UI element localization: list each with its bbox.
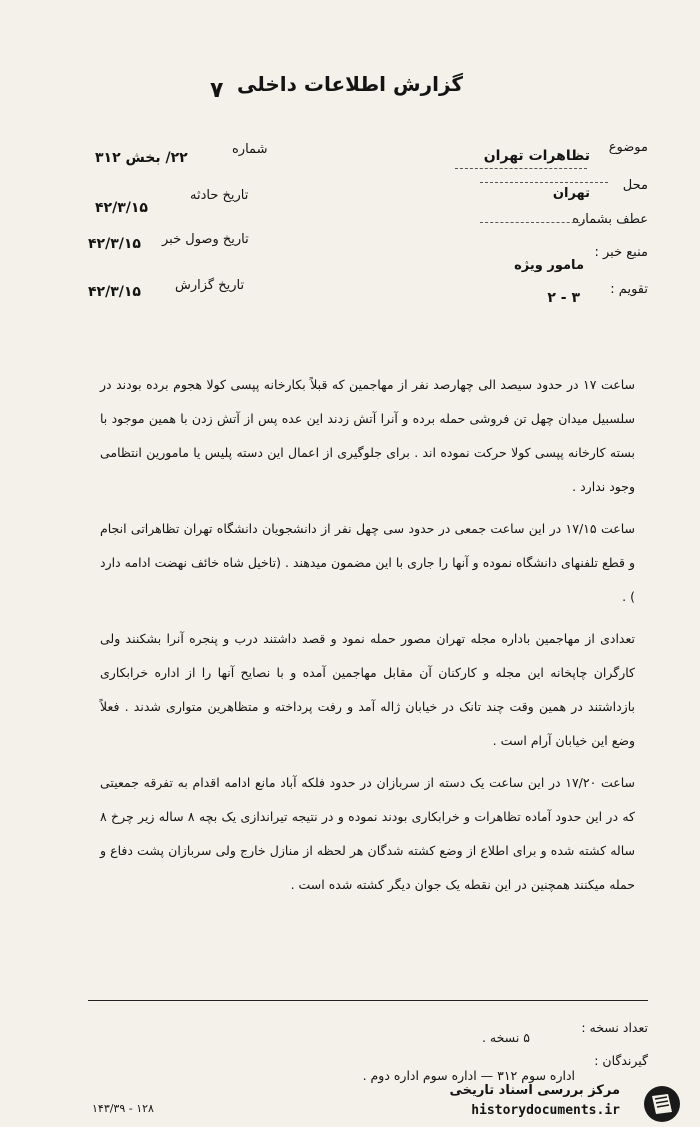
copies-label: تعداد نسخه : xyxy=(581,1020,648,1035)
archive-watermark xyxy=(430,1083,690,1123)
subject-value: تظاهرات تهران xyxy=(483,148,590,164)
footer-divider xyxy=(88,1000,648,1001)
subject-underline xyxy=(455,168,587,169)
paragraph-4: ساعت ۱۷/۲۰ در این ساعت یک دسته از سربازان در حدود فلکه آباد مانع ادامه اقدام به تفرقه جمعیتی که در این حدود آماده تظاهرات و خرابکاری بودند نموده و در نتیجه تیراندازی یک بچه ۸ ساله زیر چرخ ۸ ساله کشته شده و برای اطلاع از وضع کشته شدگان هر لحظه از منازل خارج ولی سربازان پشت دفاع و حمله میکنند همچنین در این نقطه یک جوان دیگر کشته شده است . xyxy=(100,775,635,892)
paragraph-2: ساعت ۱۷/۱۵ در این ساعت جمعی در حدود سی چهل نفر از دانشجویان دانشگاه تهران تظاهراتی انجام و قطع تلفنهای دانشگاه نموده و آنها را جاری با این مضمون میدهند . (تاخیل شاه خائف نهضت ادامه دارد ) . xyxy=(100,521,635,604)
place-value: تهران xyxy=(552,186,590,201)
attachment-underline xyxy=(480,222,585,223)
rating-value: ۲ - ۳ xyxy=(547,290,580,306)
source-value: مامور ویژه xyxy=(514,258,584,273)
watermark-title: مرکز بررسی اسناد تاریخی xyxy=(449,1083,620,1098)
receive-date-value: ۴۲/۳/۱۵ xyxy=(88,236,141,252)
paragraph-3: تعدادی از مهاجمین باداره مجله تهران مصور حمله نمود و قصد داشتند درب و پنجره آنرا بشکنند ولی کارگران چاپخانه این مجله و کارکنان آن مقابل مهاجمین آمده و با نصایح آنها را از اداره خرابکاری بازداشتند در همین وقت چند تانک در خیابان ژاله آمد و رفت پرداخته و متظاهرین متواری شدند . فعلاً وضع این خیابان آرام است . xyxy=(100,631,635,748)
number-label: شماره xyxy=(232,142,268,157)
report-date-label: تاریخ گزارش xyxy=(175,278,245,293)
copies-value: ۵ نسخه . xyxy=(481,1030,530,1045)
report-body xyxy=(100,368,635,902)
document-code: ۱۴۳/۳۹ - ۱۲۸ xyxy=(92,1102,154,1115)
recipients-label: گیرندگان : xyxy=(594,1053,648,1068)
event-date-label: تاریخ حادثه xyxy=(190,188,249,203)
event-date-value: ۴۲/۳/۱۵ xyxy=(95,200,148,216)
archive-logo-icon xyxy=(642,1084,682,1124)
subject-label: موضوع xyxy=(608,140,648,155)
document-title: گزارش اطلاعات داخلی xyxy=(236,72,464,96)
paragraph-1: ساعت ۱۷ در حدود سیصد الی چهارصد نفر از مهاجمین که قبلاً بکارخانه پپسی کولا هجوم برده بودند در سلسبیل میدان چهل تن فروشی حمله برده و آنرا آتش زدند این عده پس از آتش زدن با همین موجود با بسته کارخانه پپسی کولا حرکت نموده اند . برای جلوگیری از اعمال این دسته پلیس یا مامورین انتظامی وجود ندارد . xyxy=(100,377,635,494)
place-label: محل xyxy=(622,178,648,193)
receive-date-label: تاریخ وصول خبر xyxy=(162,232,249,247)
number-value: ۲۲/ بخش ۳۱۲ xyxy=(95,150,188,166)
watermark-url: historydocuments.ir xyxy=(471,1103,620,1118)
place-underline xyxy=(480,182,608,183)
handwritten-mark: ٧ xyxy=(210,78,224,103)
report-date-value: ۴۲/۳/۱۵ xyxy=(88,284,141,300)
rating-label: تقویم : xyxy=(610,282,648,297)
attachment-label: عطف بشماره xyxy=(572,212,648,227)
recipients-value: اداره سوم ۳۱۲ — اداره سوم اداره دوم . xyxy=(362,1068,575,1083)
source-label: منبع خبر : xyxy=(594,245,648,260)
